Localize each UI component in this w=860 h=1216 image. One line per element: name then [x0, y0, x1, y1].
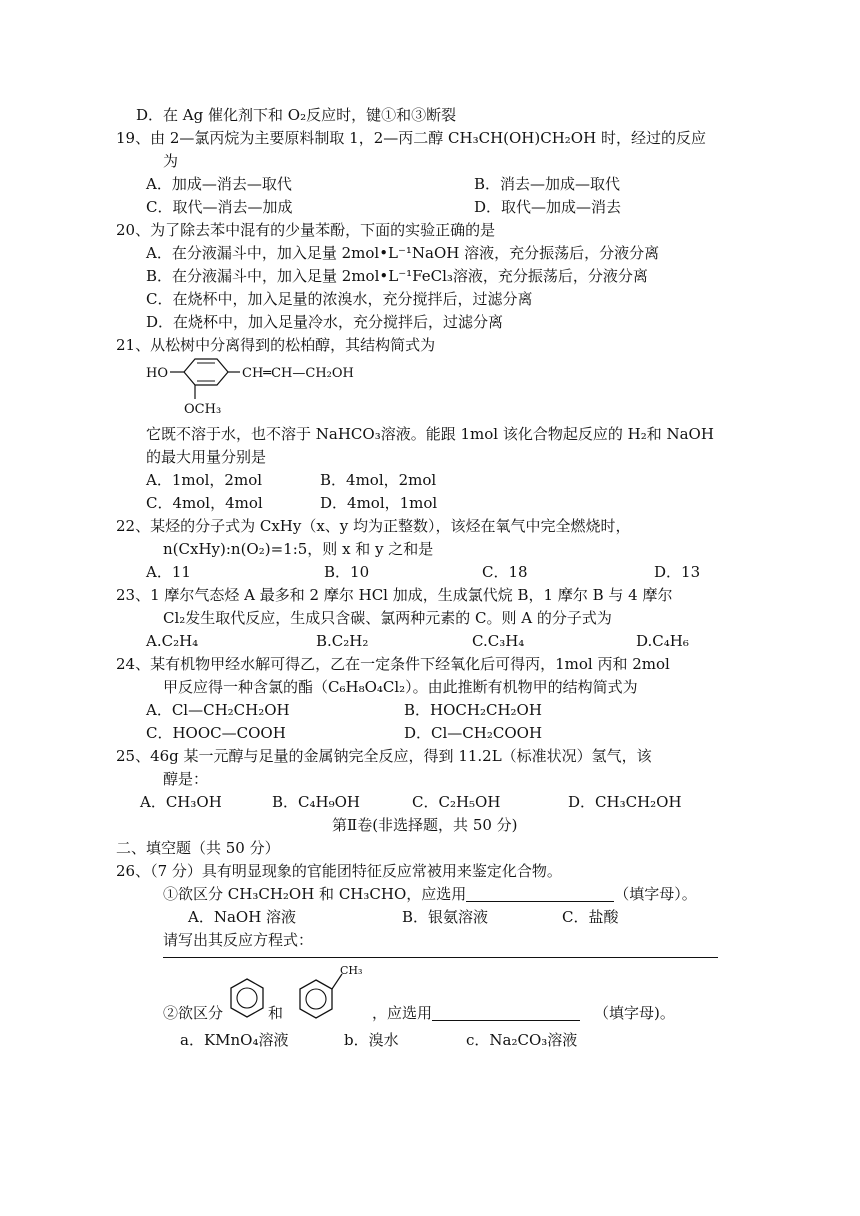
- section2-heading: 二、填空题（共 50 分）: [116, 839, 280, 857]
- q20-option-c: C．在烧杯中，加入足量的浓溴水，充分搅拌后，过滤分离: [146, 290, 533, 308]
- q21-stem: 21、从松树中分离得到的松柏醇，其结构简式为: [116, 336, 436, 354]
- section2-title: 第Ⅱ卷(非选择题，共 50 分): [332, 816, 518, 834]
- q23-stem: 23、1 摩尔气态烃 A 最多和 2 摩尔 HCl 加成，生成氯代烷 B，1 摩尔 B 与 4 摩尔: [116, 586, 673, 604]
- q22-option-b: B．10: [324, 563, 370, 581]
- q20-option-d: D．在烧杯中，加入足量冷水，充分搅拌后，过滤分离: [146, 313, 504, 331]
- q20-stem: 20、为了除去苯中混有的少量苯酚，下面的实验正确的是: [116, 221, 496, 239]
- q19-option-d: D．取代—加成—消去: [474, 198, 622, 216]
- q24-stem: 24、某有机物甲经水解可得乙，乙在一定条件下经氧化后可得丙，1mol 丙和 2mol: [116, 655, 670, 673]
- q26-part1: [163, 884, 697, 904]
- q26-part2-option-a: a．KMnO₄溶液: [180, 1031, 289, 1049]
- q23-option-d: D.C₄H₆: [636, 632, 689, 650]
- q26-part2-prefix: ②欲区分: [163, 1004, 224, 1022]
- q26-part1-answer-blank[interactable]: [466, 885, 614, 902]
- q26-part2-text: ，应选用: [372, 1004, 433, 1022]
- q23-stem-cont: Cl₂发生取代反应，生成只含碳、氯两种元素的 C。则 A 的分子式为: [163, 609, 612, 627]
- toluene-ch3-label: CH₃: [340, 964, 363, 977]
- q26-part1-option-b: B．银氨溶液: [402, 908, 489, 926]
- q21-option-a: A．1mol，2mol: [146, 471, 263, 489]
- q24-stem-cont: 甲反应得一种含氯的酯（C₆H₈O₄Cl₂）。由此推断有机物甲的结构简式为: [163, 678, 638, 696]
- q21-option-c: C．4mol，4mol: [146, 494, 263, 512]
- q19-stem-cont: 为: [163, 152, 179, 170]
- q19-option-c: C．取代—消去—加成: [146, 198, 293, 216]
- q26-part2-suffix: （填字母)。: [594, 1004, 675, 1022]
- q20-option-a: A．在分液漏斗中，加入足量 2mol•L⁻¹NaOH 溶液，充分振荡后，分液分离: [146, 244, 660, 262]
- q23-option-a: A.C₂H₄: [146, 632, 199, 650]
- q26-part1-text: ①欲区分 CH₃CH₂OH 和 CH₃CHO，应选用: [163, 885, 467, 903]
- q22-stem: 22、某烃的分子式为 CxHy（x、y 均为正整数），该烃在氧气中完全燃烧时，: [116, 517, 631, 535]
- q24-option-b: B．HOCH₂CH₂OH: [404, 701, 542, 719]
- q21-line2: 的最大用量分别是: [146, 448, 267, 466]
- struct-och3-label: OCH₃: [184, 402, 222, 417]
- q26-part2-option-c: c．Na₂CO₃溶液: [466, 1031, 578, 1049]
- q24-option-c: C．HOOC—COOH: [146, 724, 286, 742]
- q26-stem: 26、（7 分）具有明显现象的官能团特征反应常被用来鉴定化合物。: [116, 862, 562, 880]
- q25-option-c: C．C₂H₅OH: [412, 793, 501, 811]
- q22-stem-cont: n(CxHy):n(O₂)=1:5，则 x 和 y 之和是: [163, 540, 434, 558]
- q26-equation-prompt: 请写出其反应方程式：: [163, 931, 314, 949]
- q20-option-b: B．在分液漏斗中，加入足量 2mol•L⁻¹FeCl₃溶液，充分振荡后，分液分离: [146, 267, 648, 285]
- q26-part1-suffix: （填字母）。: [614, 885, 697, 903]
- q19-option-a: A．加成—消去—取代: [146, 175, 292, 193]
- q19-option-b: B．消去—加成—取代: [474, 175, 621, 193]
- q21-option-b: B．4mol，2mol: [320, 471, 437, 489]
- q26-part2-and: 和: [268, 1004, 284, 1022]
- q26-part1-option-c: C．盐酸: [562, 908, 619, 926]
- struct-chain-label: CH═CH—CH₂OH: [242, 366, 354, 381]
- q21-option-d: D．4mol，1mol: [320, 494, 438, 512]
- coniferyl-alcohol-structure: [140, 355, 380, 420]
- q25-stem-cont: 醇是：: [163, 770, 209, 788]
- q26-part2-answer-blank[interactable]: [432, 1004, 580, 1021]
- q23-option-c: C.C₃H₄: [472, 632, 525, 650]
- q18-option-d: D．在 Ag 催化剂下和 O₂反应时，键①和③断裂: [136, 106, 457, 124]
- q26-part2-option-b: b．溴水: [344, 1031, 399, 1049]
- q26-equation-answer-line[interactable]: [163, 957, 718, 958]
- q23-option-b: B.C₂H₂: [316, 632, 369, 650]
- struct-ho-label: HO: [146, 366, 168, 381]
- toluene-structure-icon: [286, 962, 366, 1024]
- benzene-ring-icon: [226, 975, 268, 1023]
- q26-part2: [372, 1003, 675, 1023]
- q22-option-c: C．18: [482, 563, 528, 581]
- q22-option-a: A．11: [146, 563, 191, 581]
- q25-option-d: D．CH₃CH₂OH: [568, 793, 682, 811]
- q25-stem: 25、46g 某一元醇与足量的金属钠完全反应，得到 11.2L（标准状况）氢气，该: [116, 747, 652, 765]
- q21-line1: 它既不溶于水，也不溶于 NaHCO₃溶液。能跟 1mol 该化合物起反应的 H₂和 NaOH: [146, 425, 714, 443]
- q25-option-b: B．C₄H₉OH: [272, 793, 360, 811]
- q24-option-d: D．Cl—CH₂COOH: [404, 724, 543, 742]
- q22-option-d: D．13: [654, 563, 701, 581]
- q25-option-a: A．CH₃OH: [140, 793, 222, 811]
- q19-stem: 19、由 2—氯丙烷为主要原料制取 1，2—丙二醇 CH₃CH(OH)CH₂OH 时，经过的反应: [116, 129, 706, 147]
- q26-part1-option-a: A．NaOH 溶液: [188, 908, 297, 926]
- q24-option-a: A．Cl—CH₂CH₂OH: [146, 701, 290, 719]
